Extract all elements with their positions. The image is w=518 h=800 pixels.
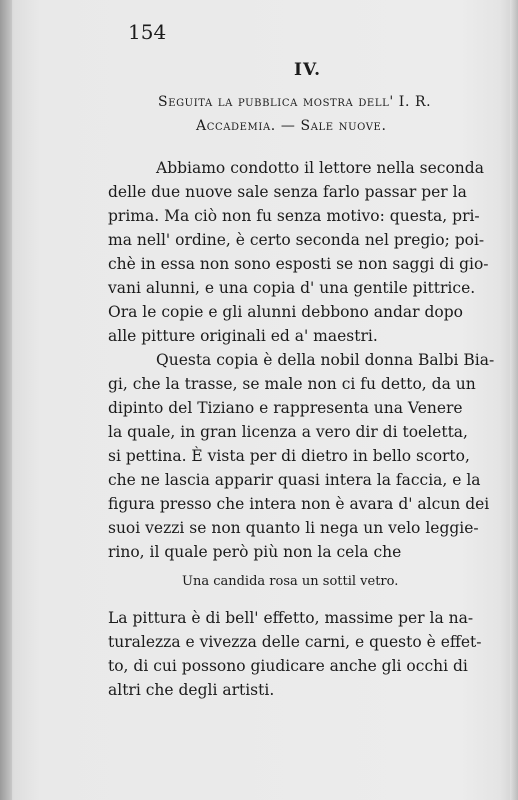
paragraph-3-line: turalezza e vivezza delle carni, e questo è effet- bbox=[108, 633, 482, 651]
quoted-verse: Una candida rosa un sottil vetro. bbox=[182, 574, 399, 589]
paragraph-1-line: Abbiamo condotto il lettore nella seconda bbox=[156, 159, 484, 177]
chapter-number: IV. bbox=[294, 60, 322, 80]
paragraph-2-line: rino, il quale però più non la cela che bbox=[108, 543, 402, 561]
chapter-heading-line-2: Accademia. — Sale nuove. bbox=[196, 118, 387, 134]
paragraph-2-line: la quale, in gran licenza a vero dir di toeletta, bbox=[108, 423, 468, 441]
paragraph-2-line: gi, che la trasse, se male non ci fu detto, da un bbox=[108, 375, 476, 393]
paragraph-3-line: to, di cui possono giudicare anche gli occhi di bbox=[108, 657, 468, 675]
page-number: 154 bbox=[128, 20, 167, 44]
paragraph-2-line: Questa copia è della nobil donna Balbi Bia- bbox=[156, 351, 495, 369]
paragraph-2-line: che ne lascia apparir quasi intera la faccia, e la bbox=[108, 471, 481, 489]
paragraph-2-line: figura presso che intera non è avara d' alcun dei bbox=[108, 495, 490, 513]
paragraph-1-line: delle due nuove sale senza farlo passar per la bbox=[108, 183, 467, 201]
paragraph-1-line: ma nell' ordine, è certo seconda nel pregio; poi- bbox=[108, 231, 485, 249]
page-left-edge-shadow bbox=[0, 0, 12, 800]
paragraph-2-line: suoi vezzi se non quanto li nega un velo leggie- bbox=[108, 519, 479, 537]
paragraph-1-line: alle pitture originali ed a' maestri. bbox=[108, 327, 378, 345]
paragraph-2-line: si pettina. È vista per di dietro in bello scorto, bbox=[108, 447, 470, 465]
paragraph-3-line: La pittura è di bell' effetto, massime per la na- bbox=[108, 609, 474, 627]
chapter-heading-line-1: Seguita la pubblica mostra dell' I. R. bbox=[158, 94, 432, 110]
paragraph-2-line: dipinto del Tiziano e rappresenta una Venere bbox=[108, 399, 463, 417]
paragraph-1-line: prima. Ma ciò non fu senza motivo: questa, pri- bbox=[108, 207, 480, 225]
paragraph-1-line: Ora le copie e gli alunni debbono andar dopo bbox=[108, 303, 463, 321]
paragraph-1-line: chè in essa non sono esposti se non saggi di gio- bbox=[108, 255, 489, 273]
paragraph-3-line: altri che degli artisti. bbox=[108, 681, 275, 699]
paragraph-1-line: vani alunni, e una copia d' una gentile pittrice. bbox=[108, 279, 476, 297]
